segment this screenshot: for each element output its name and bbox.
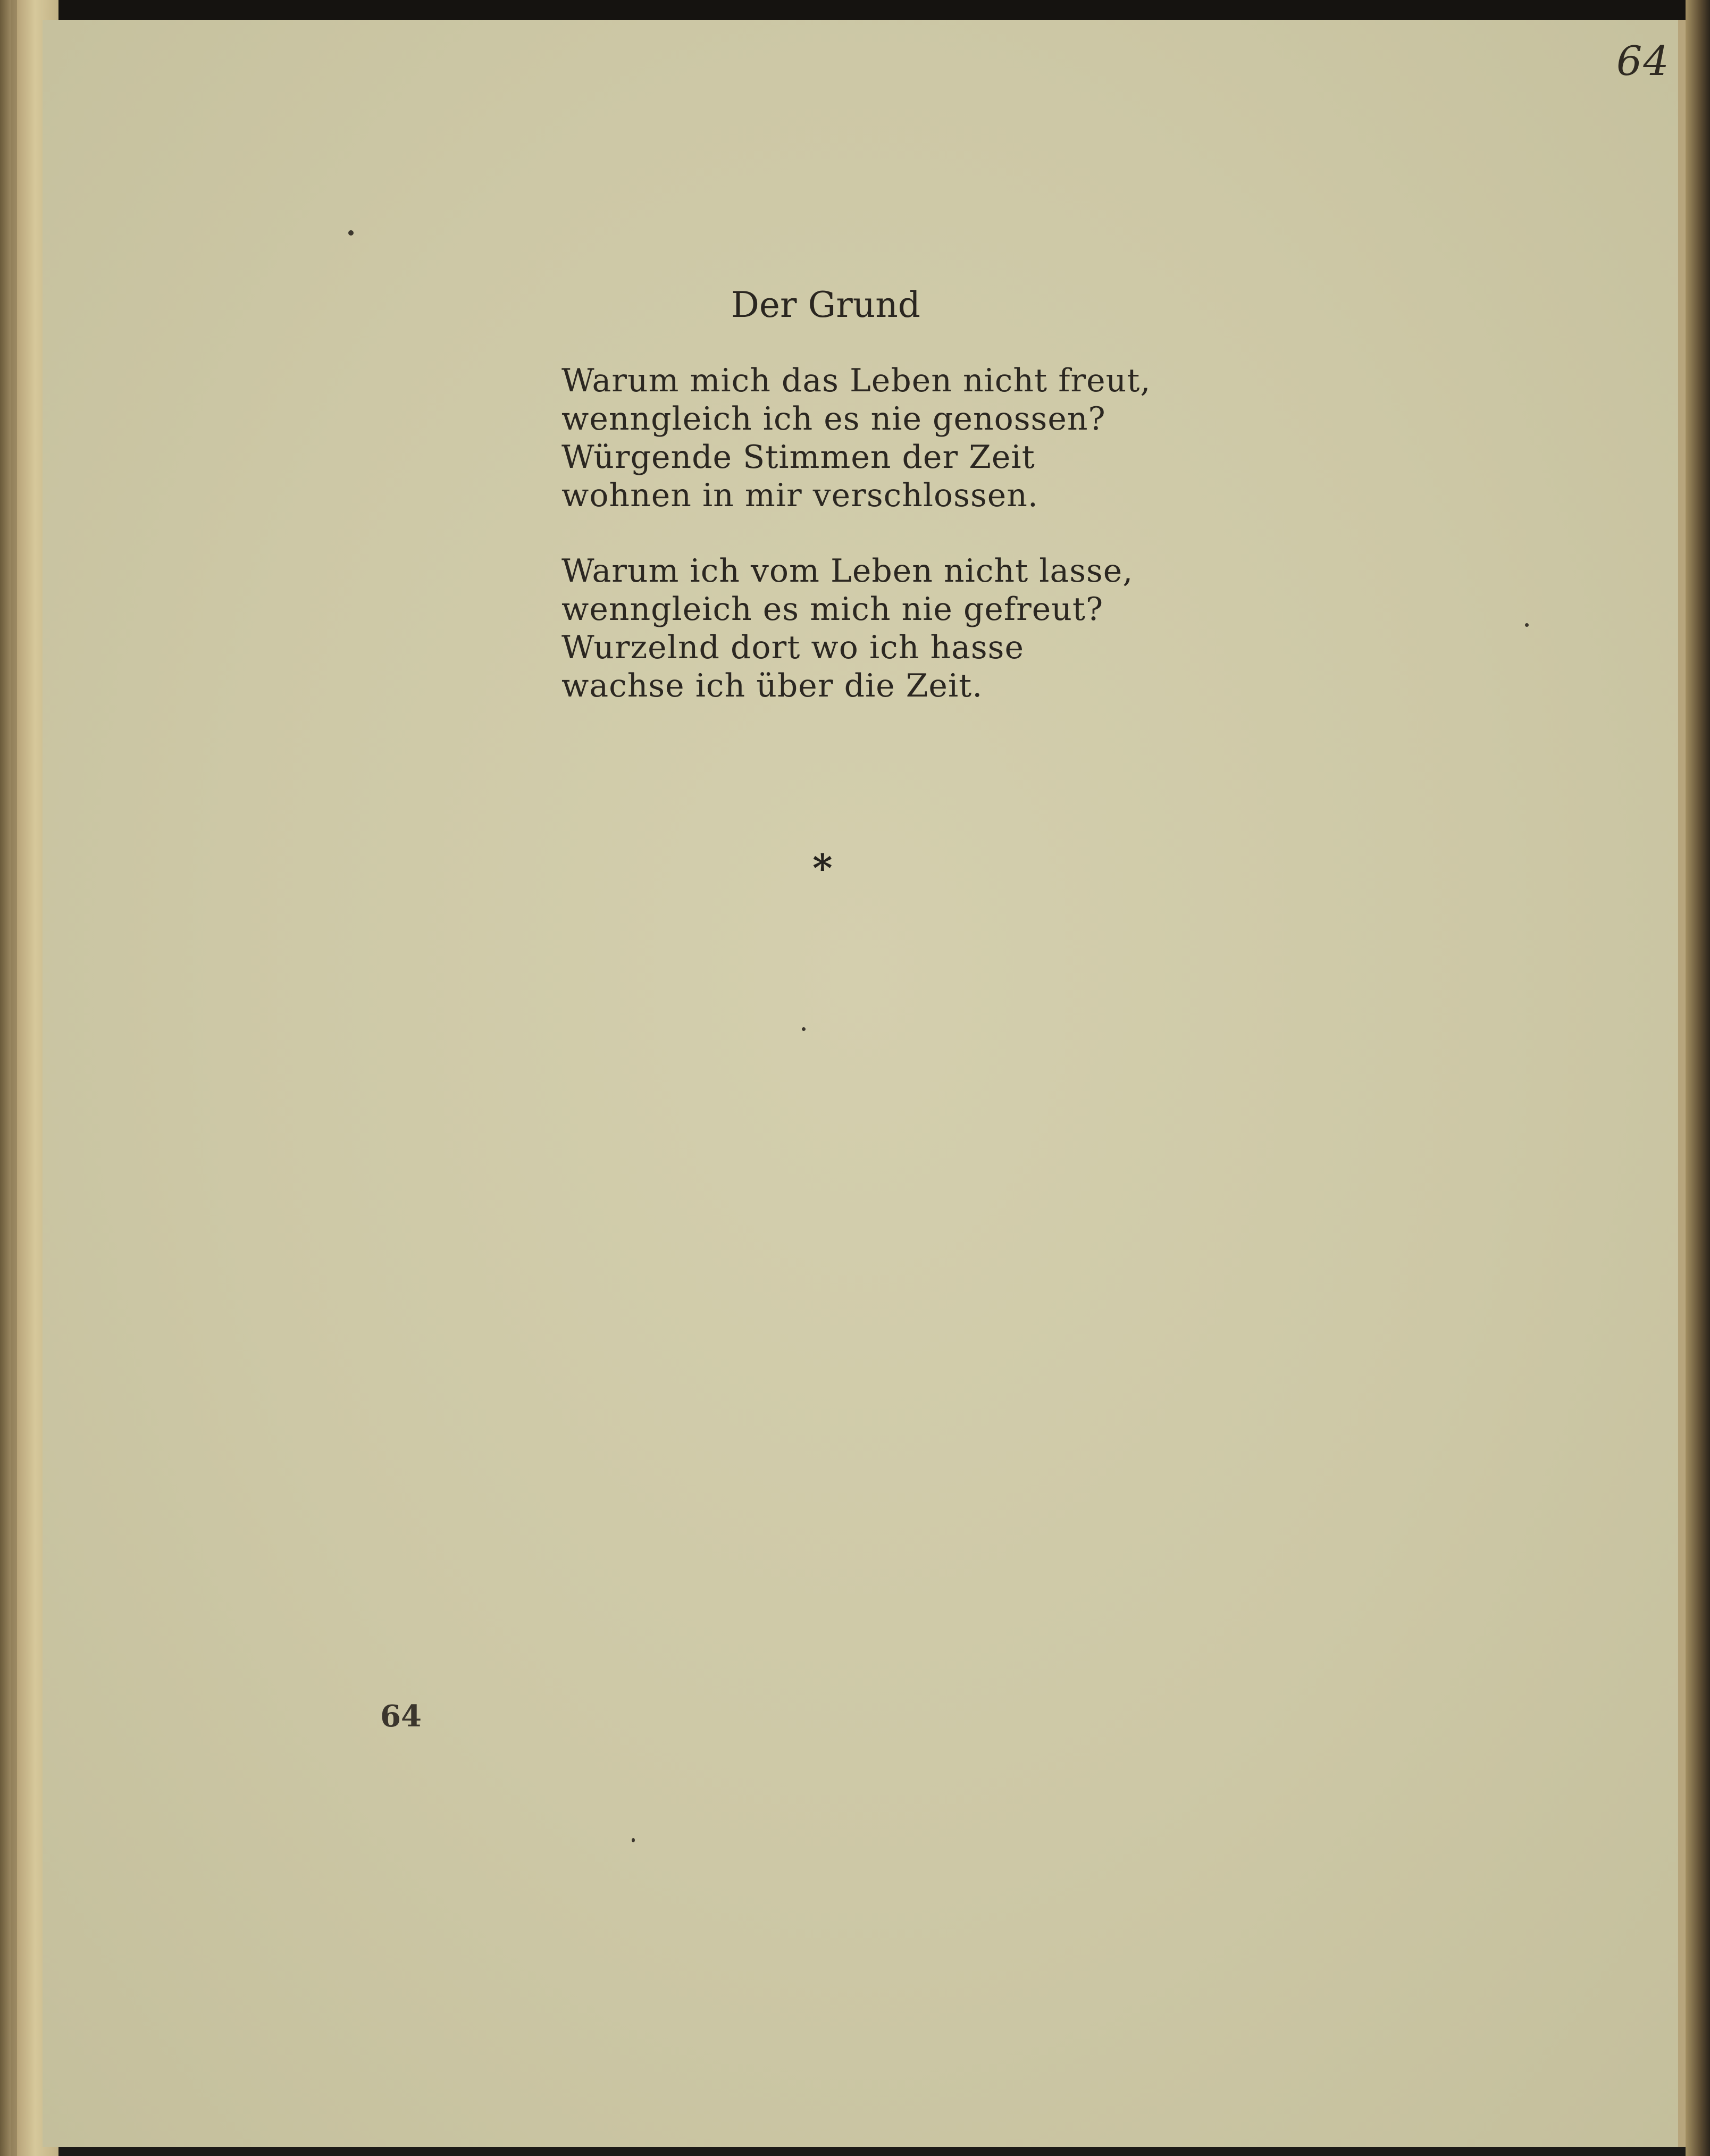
scan-top-border [0,0,1710,21]
verse-line: wenngleich es mich nie gefreut? [561,591,1104,628]
verse-line: Warum mich das Leben nicht freut, [561,362,1151,399]
poem-stanza-1 [561,362,1151,515]
verse-line: wohnen in mir verschlossen. [561,477,1038,514]
section-separator: * [812,845,833,891]
verse-line: Warum ich vom Leben nicht lasse, [561,552,1134,590]
verse-line: Wurzelnd dort wo ich hasse [561,629,1024,666]
poem-stanza-2 [561,552,1133,705]
handwritten-folio-number: 64 [1616,37,1670,85]
ink-speck [632,1838,635,1842]
page-right-edge [1686,0,1710,2156]
verse-line: wenngleich ich es nie genossen? [561,400,1106,438]
verse-line: Würgende Stimmen der Zeit [561,439,1035,476]
ink-speck [348,230,354,236]
verse-line: wachse ich über die Zeit. [561,667,983,704]
page-number: 64 [380,1699,422,1734]
ink-speck [802,1027,806,1031]
book-spine-strip [11,0,17,2156]
ink-speck [1525,623,1529,627]
book-page [43,20,1686,2147]
poem-title: Der Grund [731,284,921,325]
